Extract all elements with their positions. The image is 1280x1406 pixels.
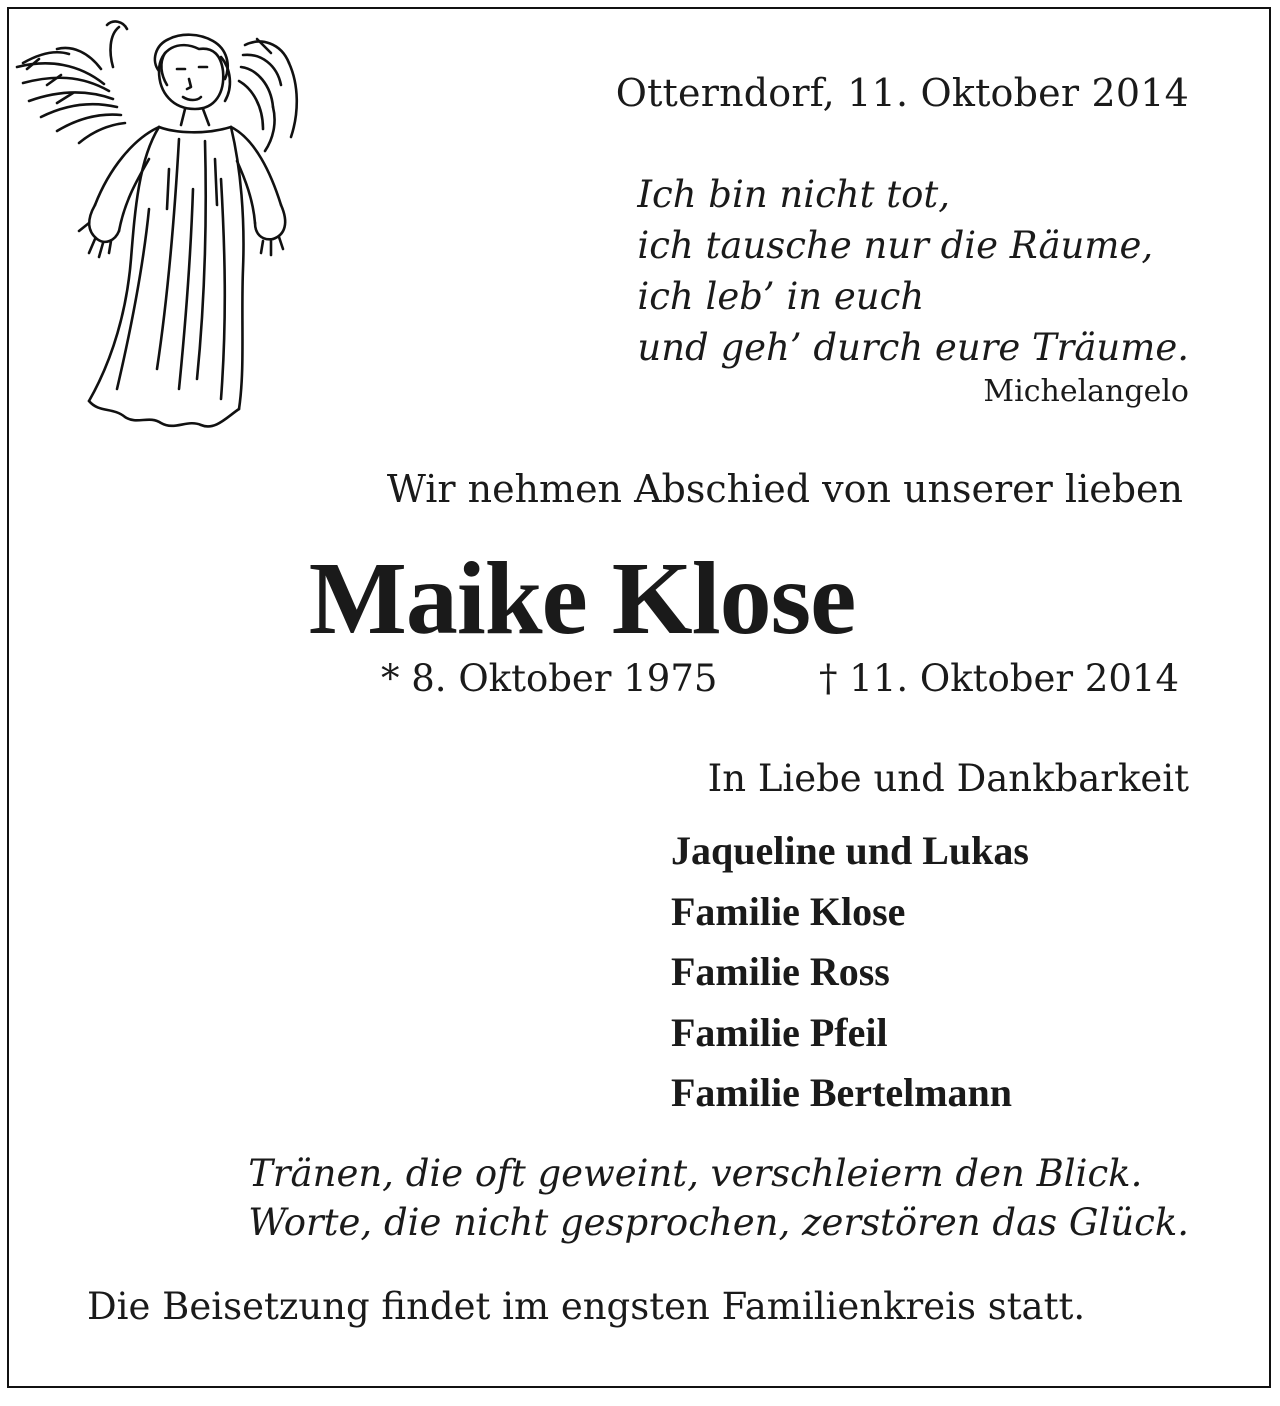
verse-line: Worte, die nicht gesprochen, zerstören das Glück. — [248, 1201, 1189, 1244]
quote-line: ich leb’ in euch — [637, 275, 925, 318]
mourner-name: Jaqueline und Lukas — [671, 828, 1029, 873]
angel-icon — [9, 9, 309, 449]
deceased-name: Maike Klose — [308, 541, 856, 656]
place-date: Otterndorf, 11. Oktober 2014 — [615, 71, 1189, 115]
mourner-list — [671, 821, 1029, 1124]
signature-intro: In Liebe und Dankbarkeit — [707, 757, 1189, 800]
mourner-name: Familie Ross — [671, 949, 890, 994]
quote — [637, 169, 1189, 373]
mourner-name: Familie Bertelmann — [671, 1070, 1013, 1115]
birth-date: * 8. Oktober 1975 — [381, 657, 718, 700]
obituary-notice — [7, 7, 1271, 1388]
quote-line: und geh’ durch eure Träume. — [637, 326, 1189, 369]
mourner-name: Familie Pfeil — [671, 1009, 888, 1055]
closing-verse — [248, 1149, 1189, 1247]
verse-line: Tränen, die oft geweint, verschleiern den Blick. — [248, 1152, 1143, 1195]
death-date: † 11. Oktober 2014 — [819, 657, 1179, 700]
quote-author: Michelangelo — [983, 374, 1189, 409]
mourner-name: Familie Klose — [671, 888, 906, 934]
farewell-line: Wir nehmen Abschied von unserer lieben — [386, 467, 1183, 511]
burial-note: Die Beisetzung findet im engsten Familienkreis statt. — [87, 1285, 1086, 1328]
quote-line: Ich bin nicht tot, — [637, 173, 951, 216]
quote-line: ich tausche nur die Räume, — [637, 224, 1154, 267]
